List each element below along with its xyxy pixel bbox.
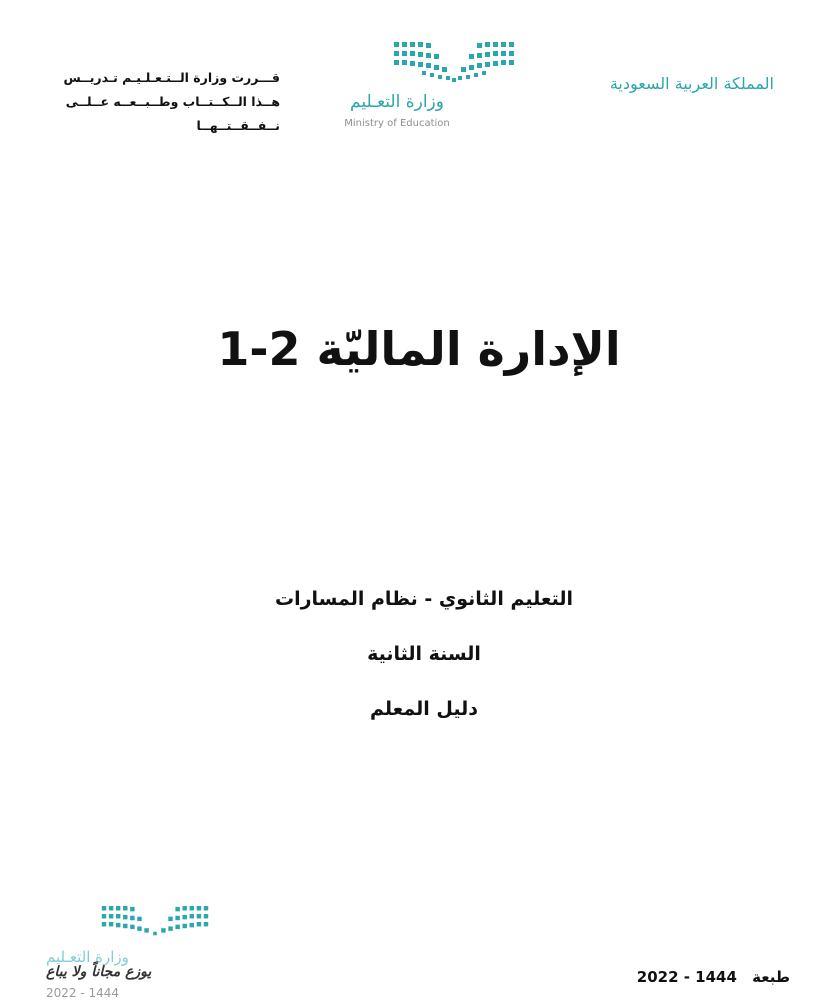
edition-label: طبعة (752, 968, 790, 986)
school-year: السنة الثانية (367, 643, 481, 665)
ministry-dots-icon (392, 40, 516, 84)
approval-line-1: قـــررت وزارة الــتـعـلـيـم تـدريــس (63, 70, 280, 85)
approval-statement (40, 66, 280, 138)
free-distribution-note: يوزع مجاناً ولا يباع (46, 964, 152, 980)
footer-ministry-logo (42, 900, 222, 1000)
guide-type: دليل المعلم (370, 698, 478, 720)
ministry-name-en: Ministry of Education (344, 118, 450, 129)
book-title: الإدارة الماليّة 2-1 (217, 322, 621, 376)
footer-ministry-dots-icon (100, 904, 210, 940)
education-track: التعليم الثانوي - نظام المسارات (275, 588, 573, 610)
edition-year: 2022 - 1444 (636, 968, 737, 986)
ministry-logo (330, 38, 520, 138)
kingdom-label: المملكة العربية السعودية (609, 74, 774, 93)
ministry-name-ar: وزارة التعـليم (350, 92, 444, 112)
approval-line-2: هــذا الــكــتــاب وطــبــعــه عــلــى نــفــقــتــهــا (65, 94, 280, 133)
edition-info (590, 968, 790, 986)
footer-ministry-name: وزارة التعـليم (46, 948, 129, 966)
footer-year: 2022 - 1444 (46, 986, 120, 1000)
